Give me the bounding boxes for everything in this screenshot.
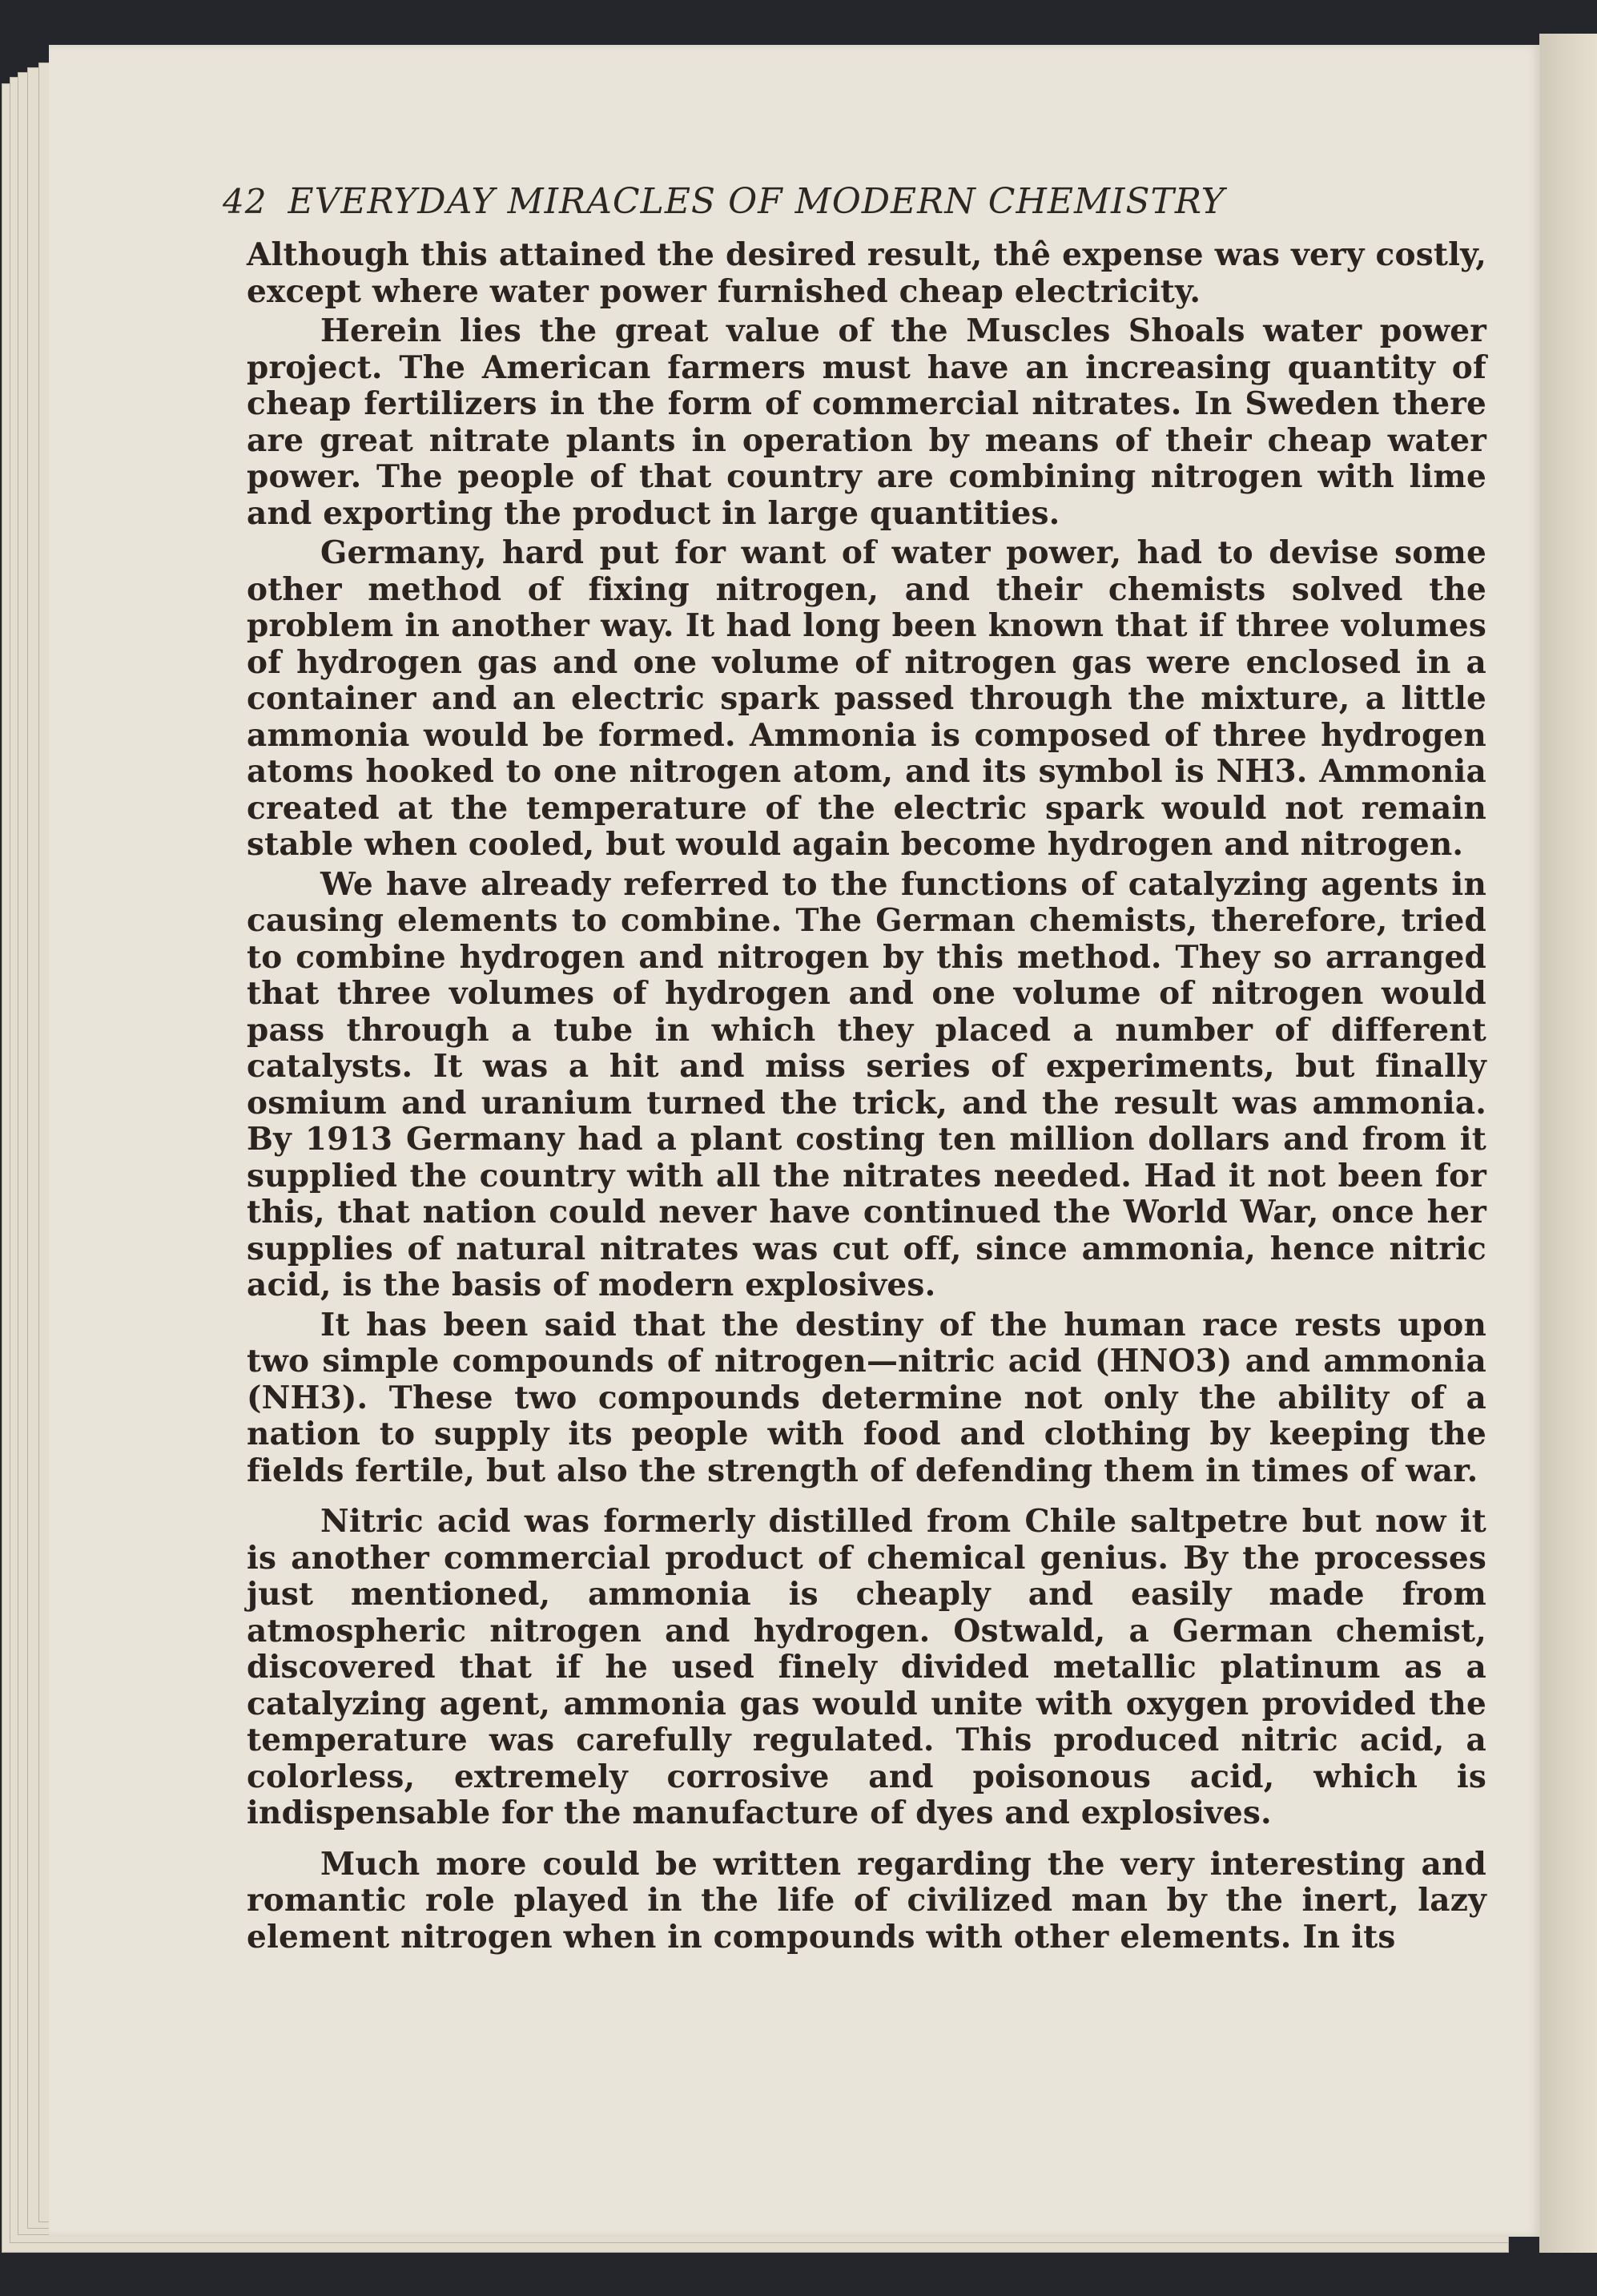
running-title: EVERYDAY MIRACLES OF MODERN CHEMISTRY <box>288 181 1225 222</box>
paragraph: Herein lies the great value of the Muscles Shoals water power project. The American farmers must have an increasing quantity of cheap fertilizers in the form of commercial nitrates. In Sweden there are great nitrate plants in operation by means of their cheap water power. The people of that country are combining nitrogen with lime and exporting the product in large quantities. <box>247 312 1486 532</box>
paragraph: Although this attained the desired result, thê expense was very costly, except where water power furnished cheap electricity. <box>247 236 1486 310</box>
book-gutter <box>1539 34 1597 2253</box>
paragraph: Germany, hard put for want of water power, had to devise some other method of fixing nitrogen, and their chemists solved the problem in another way. It had long been known that if three volumes of hydrogen gas and one volume of nitrogen gas were enclosed in a container and an electric spark passed through the mixture, a little ammonia would be formed. Ammonia is composed of three hydrogen atoms hooked to one nitrogen atom, and its symbol is NH3. Ammonia created at the temperature of the electric spark would not remain stable when cooled, but would again become hydrogen and nitrogen. <box>247 534 1486 863</box>
page-number: 42 <box>223 182 268 221</box>
paragraph: It has been said that the destiny of the human race rests upon two simple compounds of nitrogen—nitric acid (HNO3) and ammonia (NH3). These two compounds determine not only the ability of a nation to supply its people with food and clothing by keeping the fields fertile, but also the strength of defending them in times of war. <box>247 1306 1486 1489</box>
running-header <box>223 181 1498 237</box>
paragraph: Much more could be written regarding the very interesting and romantic role played in the life of civilized man by the inert, lazy element nitrogen when in compounds with other elements. In its <box>247 1845 1486 1956</box>
body-text <box>247 237 1486 1956</box>
book-page <box>49 45 1540 2237</box>
paragraph: Nitric acid was formerly distilled from Chile saltpetre but now it is another commercial product of chemical genius. By the processes just mentioned, ammonia is cheaply and easily made from atmospheric nitrogen and hydrogen. Ostwald, a German chemist, discovered that if he used finely divided metallic platinum as a catalyzing agent, ammonia gas would unite with oxygen provided the temperature was carefully regulated. This produced nitric acid, a colorless, extremely corrosive and poisonous acid, which is indispensable for the manufacture of dyes and explosives. <box>247 1503 1486 1831</box>
page-content <box>216 181 1498 1956</box>
paragraph: We have already referred to the functions of catalyzing agents in causing elements to combine. The German chemists, therefore, tried to combine hydrogen and nitrogen by this method. They so arranged that three volumes of hydrogen and one volume of nitrogen would pass through a tube in which they placed a number of different catalysts. It was a hit and miss series of experiments, but finally osmium and uranium turned the trick, and the result was ammonia. By 1913 Germany had a plant costing ten million dollars and from it supplied the country with all the nitrates needed. Had it not been for this, that nation could never have continued the World War, once her supplies of natural nitrates was cut off, since ammonia, hence nitric acid, is the basis of modern explosives. <box>247 865 1486 1303</box>
